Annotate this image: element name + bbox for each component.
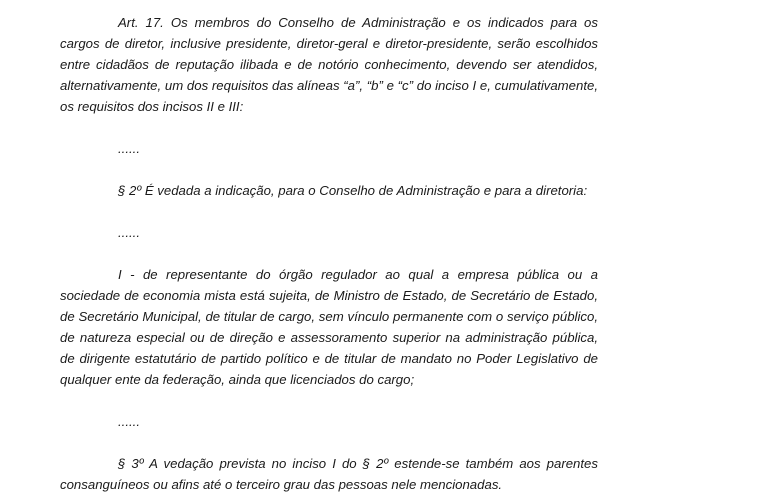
spacer [60, 243, 598, 264]
spacer [60, 159, 598, 180]
ellipsis-1: ...... [118, 141, 140, 156]
ellipsis-3: ...... [118, 414, 140, 429]
spacer [60, 390, 598, 411]
spacer [60, 117, 598, 138]
inciso-I-paragraph: I - de representante do órgão regulador ao qual a empresa pública ou a sociedade de economia mista está sujeita, de Ministro de Estado, de Secretário de Estado, de Secretário Municipal, de titular de cargo, sem vínculo permanente com o serviço público, de natureza especial ou de direção e assessoramento superior na administração pública, de dirigente estatutário de partido político e de titular de mandato no Poder Legislativo de qualquer ente da federação, ainda que licenciados do cargo; [60, 267, 598, 387]
spacer [60, 201, 598, 222]
article-17-paragraph: Art. 17. Os membros do Conselho de Administração e os indicados para os cargos de diretor, inclusive presidente, diretor-geral e diretor-presidente, serão escolhidos entre cidadãos de reputação ilibada e de notório conhecimento, devendo ser atendidos, alternativamente, um dos requisitos das alíneas “a”, “b” e “c” do inciso I e, cumulativamente, os requisitos dos incisos II e III: [60, 15, 598, 114]
paragraph-2: § 2º É vedada a indicação, para o Conselho de Administração e para a diretoria: [118, 183, 588, 198]
ellipsis-2: ...... [118, 225, 140, 240]
spacer [60, 432, 598, 453]
paragraph-3: § 3º A vedação prevista no inciso I do § 2º estende-se também aos parentes consanguíneos ou afins até o terceiro grau das pessoas nele mencionadas. [60, 456, 598, 492]
document-body [60, 12, 598, 495]
